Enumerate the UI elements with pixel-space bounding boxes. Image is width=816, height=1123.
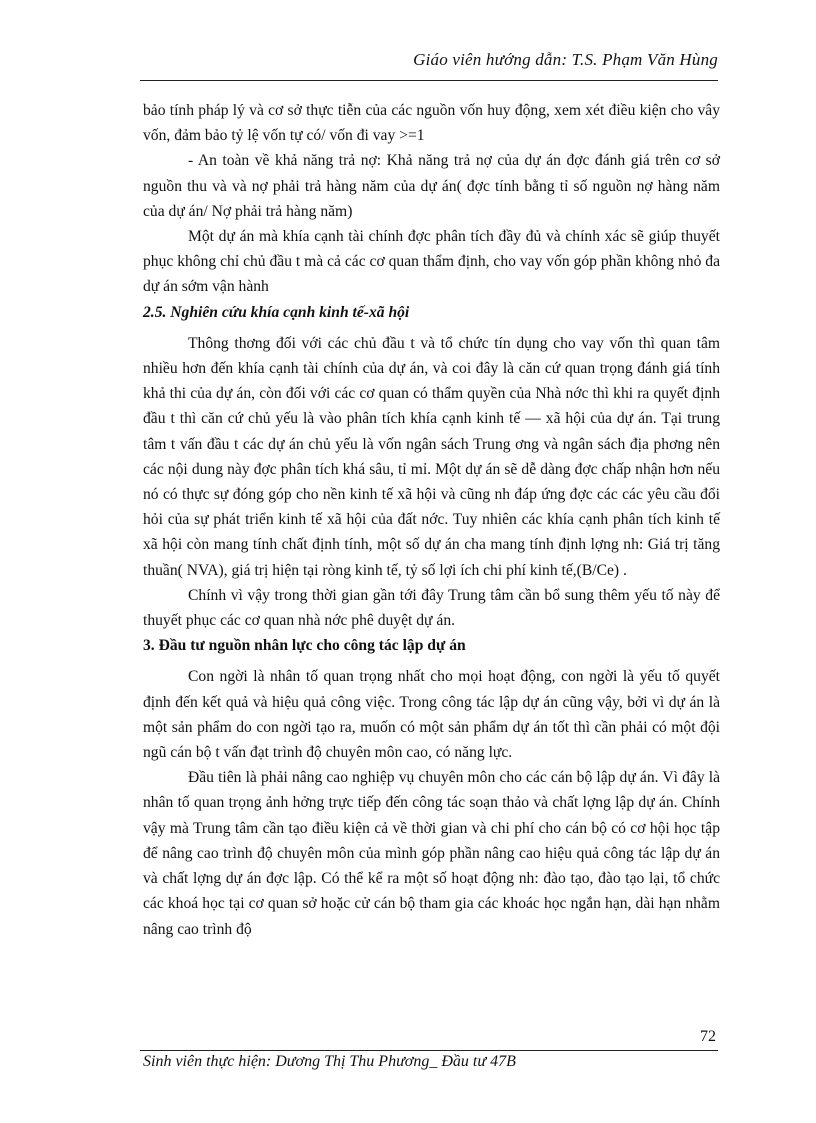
paragraph-financial-aspect: Một dự án mà khía cạnh tài chính đợc phân tích đầy đủ và chính xác sẽ giúp thuyết phục không chỉ chủ đầu t mà cả các cơ quan thẩm định, cho vay vốn góp phần không nhỏ đa dự án sớm vận hành: [143, 228, 720, 296]
paragraph-training: Đầu tiên là phải nâng cao nghiệp vụ chuyên môn cho các cán bộ lập dự án. Vì đây là nhân tố quan trọng ảnh hởng trực tiếp đến công tác soạn thảo và chất lợng lập dự án. Chính vậy mà Trung tâm cần tạo điều kiện cả về thời gian và chi phí cho cán bộ có cơ hội học tập để nâng cao trình độ chuyên môn của mình góp phần nâng cao hiệu quả công tác lập dự án và chất lợng dự án đợc lập. Có thể kể ra một số hoạt động nh: đào tạo, đào tạo lại, tổ chức các khoá học tại cơ quan sở hoặc cử cán bộ tham gia các khoác học ngắn hạn, dài hạn nhằm nâng cao trình độ: [143, 769, 720, 938]
paragraph-continuation: bảo tính pháp lý và cơ sở thực tiễn của các nguồn vốn huy động, xem xét điều kiện cho vây vốn, đảm bảo tỷ lệ vốn tự có/ vốn đi vay >=1: [143, 102, 720, 145]
paragraph-conclusion: Chính vì vậy trong thời gian gần tới đây Trung tâm cần bổ sung thêm yếu tố này để thuyết phục các cơ quan nhà nớc phê duyệt dự án.: [143, 586, 720, 630]
paragraph-socioeconomic: Thông thơng đối với các chủ đầu t và tổ chức tín dụng cho vay vốn thì quan tâm nhiều hơn đến khía cạnh tài chính của dự án, và coi đây là căn cứ quan trọng đánh giá tính khả thi của dự án, còn đối với các cơ quan có thẩm quyền của Nhà nớc thì khi ra quyết định đầu t thì căn cứ chủ yếu là vào phân tích khía cạnh kinh tế — xã hội của dự án. Tại trung tâm t vấn đầu t các dự án chủ yếu là vốn ngân sách Trung ơng và ngân sách địa phơng nên các nội dung này đợc phân tích khá sâu, tỉ mỉ. Một dự án sẽ dễ dàng đợc chấp nhận hơn nếu nó có thực sự đóng góp cho nền kinh tế xã hội và cũng nh đáp ứng đợc các các yêu cầu đổi hỏi của sự phát triển kinh tế xã hội của đất nớc. Tuy nhiên các khía cạnh phân tích kinh tế xã hội còn mang tính chất định tính, một số dự án cha mang tính định lợng nh: Giá trị tăng thuần( NVA), giá trị hiện tại ròng kinh tế, tỷ số lợi ích chi phí kinh tế,(B/Ce) .: [143, 334, 720, 579]
header-divider: [140, 80, 718, 81]
section-heading-3: 3. Đầu tư nguồn nhân lực cho công tác lập dự án: [143, 637, 466, 655]
section-heading-2-5: 2.5. Nghiên cứu khía cạnh kinh tế-xã hội: [143, 303, 410, 321]
page-header: Giáo viên hướng dẫn: T.S. Phạm Văn Hùng: [413, 50, 718, 69]
page-number: 72: [700, 1028, 716, 1045]
footer-divider: [140, 1050, 718, 1051]
page-footer: Sinh viên thực hiện: Dương Thị Thu Phương_ Đầu tư 47B: [143, 1053, 516, 1070]
paragraph-human-resources: Con ngời là nhân tố quan trọng nhất cho mọi hoạt động, con ngời là yếu tố quyết định đến kết quả và hiệu quả công việc. Trong công tác lập dự án cũng vậy, bởi vì dự án là một sản phẩm do con ngời tạo ra, muốn có một sản phẩm dự án tốt thì cần phải có một đội ngũ cán bộ t vấn đạt trình độ chuyên môn cao, có năng lực.: [143, 668, 720, 762]
document-body: [143, 98, 720, 942]
paragraph-debt-safety: - An toàn về khả năng trả nợ: Khả năng trả nợ của dự án đợc đánh giá trên cơ sở nguồn thu và và nợ phải trả hàng năm của dự án( đợc tính bằng tỉ số nguồn nợ hàng năm của dự án/ Nợ phải trả hàng năm): [143, 152, 720, 220]
